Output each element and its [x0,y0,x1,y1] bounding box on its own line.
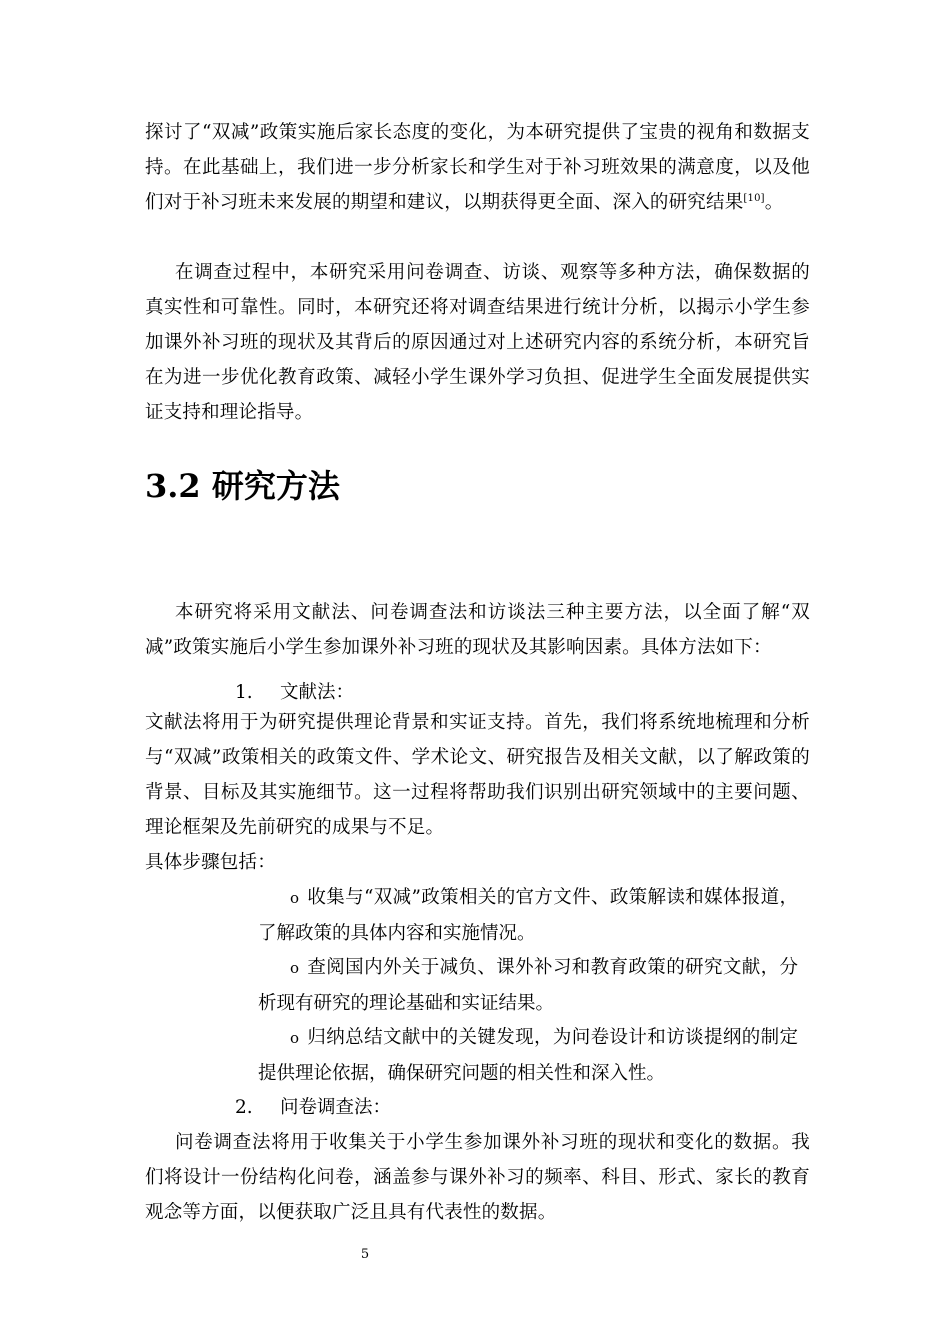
step-item [258,880,798,951]
step-text: 查阅国内外关于减负、课外补习和教育政策的研究文献，分析现有研究的理论基础和实证结果。 [258,957,798,1014]
step-item [258,950,798,1021]
list-label: 文献法： [280,682,355,703]
bullet-marker: o [290,889,300,907]
paragraph-continued [145,115,810,220]
paragraph-survey-process: 在调查过程中，本研究采用问卷调查、访谈、观察等多种方法，确保数据的真实性和可靠性。同时，本研究还将对调查结果进行统计分析，以揭示小学生参加课外补习班的现状及其背后的原因通过对上述研究内容的系统分析，本研究旨在为进一步优化教育政策、减轻小学生课外学习负担、促进学生全面发展提供实证支持和理论指导。 [145,262,810,423]
step-item [258,1020,798,1091]
step-text: 归纳总结文献中的关键发现，为问卷设计和访谈提纲的制定提供理论依据，确保研究问题的相关性和深入性。 [258,1027,798,1084]
method-1-body: 文献法将用于为研究提供理论背景和实证支持。首先，我们将系统地梳理和分析与“双减”政策相关的政策文件、学术论文、研究报告及相关文献，以了解政策的背景、目标及其实施细节。这一过程将帮助我们识别出研究领域中的主要问题、理论框架及先前研究的成果与不足。 [145,712,810,838]
page-number: 5 [360,1247,370,1262]
steps-label: 具体步骤包括： [145,852,276,873]
citation-reference: [10] [743,193,765,204]
paragraph-end-punct: 。 [764,192,784,213]
list-label: 问卷调查法： [280,1097,392,1118]
section-intro: 本研究将采用文献法、问卷调查法和访谈法三种主要方法，以全面了解“双减”政策实施后小学生参加课外补习班的现状及其影响因素。具体方法如下： [145,602,810,658]
section-heading: 3.2 研究方法 [145,467,340,505]
method-2-body: 问卷调查法将用于收集关于小学生参加课外补习班的现状和变化的数据。我们将设计一份结构化问卷，涵盖参与课外补习的频率、科目、形式、家长的教育观念等方面，以便获取广泛且具有代表性的数据。 [145,1132,810,1223]
paragraph-text: 探讨了“双减”政策实施后家长态度的变化，为本研究提供了宝贵的视角和数据支持。在此基础上，我们进一步分析家长和学生对于补习班效果的满意度，以及他们对于补习班未来发展的期望和建议，以期获得更全面、深入的研究结果 [145,122,810,213]
list-number: 2. [235,1097,253,1118]
step-text: 收集与“双减”政策相关的官方文件、政策解读和媒体报道，了解政策的具体内容和实施情况。 [258,887,798,944]
bullet-marker: o [290,959,300,977]
list-number: 1. [235,682,253,703]
bullet-marker: o [290,1029,300,1047]
